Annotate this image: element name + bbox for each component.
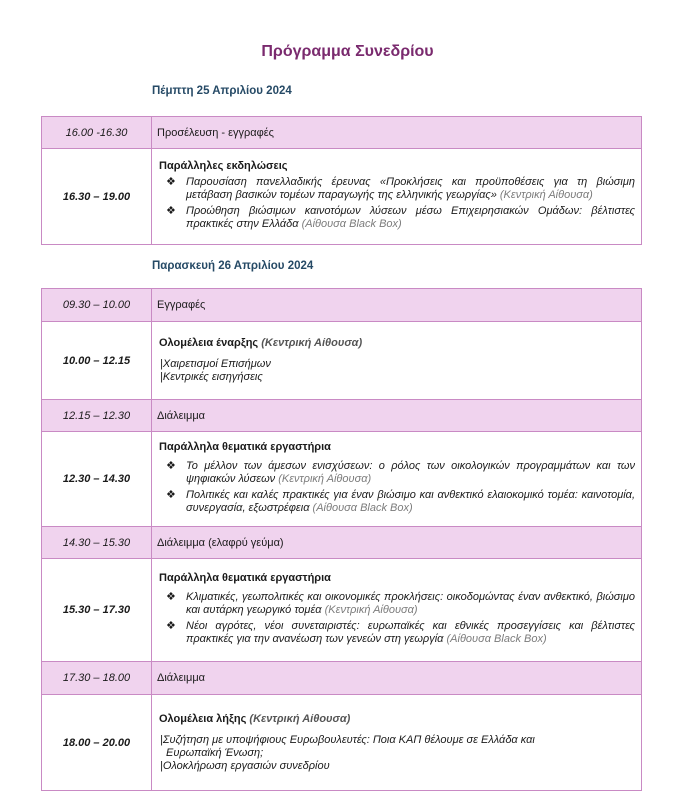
item-location: (Αίθουσα Black Box) (312, 501, 413, 514)
schedule-table-friday (41, 288, 642, 791)
time-cell: 14.30 – 15.30 (42, 527, 152, 559)
item-location: (Αίθουσα Black Box) (446, 632, 547, 645)
session-cell (152, 432, 642, 527)
session-cell (152, 322, 642, 400)
session-cell: Εγγραφές (152, 289, 642, 322)
item-location: (Κεντρική Αίθουσα) (278, 472, 372, 485)
time-cell: 18.00 – 20.00 (42, 695, 152, 791)
session-cell: Διάλειμμα (152, 662, 642, 695)
item-text: Προώθηση βιώσιμων καινοτόμων λύσεων μέσω Επιχειρησιακών Ομάδων: βέλτιστες πρακτικές στην Ελλάδα (186, 204, 635, 230)
session-cell (152, 149, 642, 245)
list-item (159, 489, 635, 515)
diamond-bullet-icon: ❖ (166, 619, 176, 632)
session-title: Παράλληλα θεματικά εργαστήρια (159, 571, 331, 584)
time-cell: 15.30 – 17.30 (42, 559, 152, 662)
diamond-bullet-icon: ❖ (166, 488, 176, 501)
session-title-text: Ολομέλεια έναρξης (159, 337, 259, 349)
session-title (159, 713, 635, 725)
time-cell: 10.00 – 12.15 (42, 322, 152, 400)
table-row (42, 322, 642, 400)
session-title: Παράλληλα θεματικά εργαστήρια (159, 440, 331, 453)
item-text: Κλιματικές, γεωπολιτικές και οικονομικές προκλήσεις: οικοδομώντας έναν ανθεκτικό, βιώσιμο και αυτάρκη γεωργικό τομέα (186, 590, 635, 616)
list-item (159, 205, 635, 231)
item-location: (Κεντρική Αίθουσα) (499, 188, 593, 201)
item-location: (Κεντρική Αίθουσα) (324, 603, 418, 616)
day-heading-thursday: Πέμπτη 25 Απριλίου 2024 (152, 85, 292, 97)
item-text: Το μέλλον των άμεσων ενισχύσεων: ο ρόλος των οικολογικών προγραμμάτων και των ψηφιακών λύσεων (186, 459, 635, 485)
table-row (42, 695, 642, 791)
item-text: Παρουσίαση πανελλαδικής έρευνας «Προκλήσεις και προϋποθέσεις για τη βιώσιμη μετάβαση βασικών τομέων παραγωγής της ελληνικής γεωργίας» (186, 175, 635, 201)
session-cell: Προσέλευση - εγγραφές (152, 117, 642, 149)
table-row (42, 432, 642, 527)
session-cell (152, 559, 642, 662)
session-cell (152, 695, 642, 791)
diamond-bullet-icon: ❖ (166, 459, 176, 472)
session-list (159, 460, 635, 515)
session-line: Ευρωπαϊκή Ένωση; (166, 746, 264, 759)
schedule-table-thursday (41, 116, 642, 245)
list-item (159, 620, 635, 646)
list-item (159, 176, 635, 202)
session-location: (Κεντρική Αίθουσα) (249, 712, 351, 725)
session-list (159, 591, 635, 646)
session-line: |Χαιρετισμοί Επισήμων (160, 358, 271, 370)
session-cell: Διάλειμμα (152, 400, 642, 432)
session-line: |Ολοκλήρωση εργασιών συνεδρίου (160, 759, 330, 772)
session-title-text: Ολομέλεια λήξης (159, 712, 247, 725)
diamond-bullet-icon: ❖ (166, 204, 176, 217)
table-row (42, 149, 642, 245)
session-title: Παράλληλες εκδηλώσεις (159, 159, 288, 172)
session-line: |Συζήτηση με υποψήφιους Ευρωβουλευτές: Ποια ΚΑΠ θέλουμε σε Ελλάδα και (160, 733, 535, 746)
page-title: Πρόγραμμα Συνεδρίου (261, 43, 434, 60)
table-row (42, 559, 642, 662)
session-title (159, 337, 635, 349)
list-item (159, 591, 635, 617)
time-cell: 16.00 -16.30 (42, 117, 152, 149)
time-cell: 12.15 – 12.30 (42, 400, 152, 432)
time-cell: 16.30 – 19.00 (42, 149, 152, 245)
item-text: Νέοι αγρότες, νέοι συνεταιριστές: ευρωπαϊκές και εθνικές προσεγγίσεις και βέλτιστες πρακτικές για την ανανέωση των γενεών στη γεωργία (186, 619, 635, 645)
table-row (42, 527, 642, 559)
item-location: (Αίθουσα Black Box) (301, 217, 402, 230)
table-row (42, 117, 642, 149)
session-cell: Διάλειμμα (ελαφρύ γεύμα) (152, 527, 642, 559)
diamond-bullet-icon: ❖ (166, 175, 176, 188)
session-line: |Κεντρικές εισηγήσεις (160, 371, 263, 383)
session-list (159, 176, 635, 231)
diamond-bullet-icon: ❖ (166, 590, 176, 603)
table-row (42, 662, 642, 695)
item-text: Πολιτικές και καλές πρακτικές για έναν βιώσιμο και ανθεκτικό ελαιοκομικό τομέα: καινοτομία, συνεργασία, εξωστρέφεια (186, 488, 635, 514)
day-heading-friday: Παρασκευή 26 Απριλίου 2024 (152, 260, 314, 272)
time-cell: 17.30 – 18.00 (42, 662, 152, 695)
time-cell: 09.30 – 10.00 (42, 289, 152, 322)
session-location: (Κεντρική Αίθουσα) (261, 337, 363, 349)
table-row (42, 400, 642, 432)
time-cell: 12.30 – 14.30 (42, 432, 152, 527)
table-row (42, 289, 642, 322)
list-item (159, 460, 635, 486)
